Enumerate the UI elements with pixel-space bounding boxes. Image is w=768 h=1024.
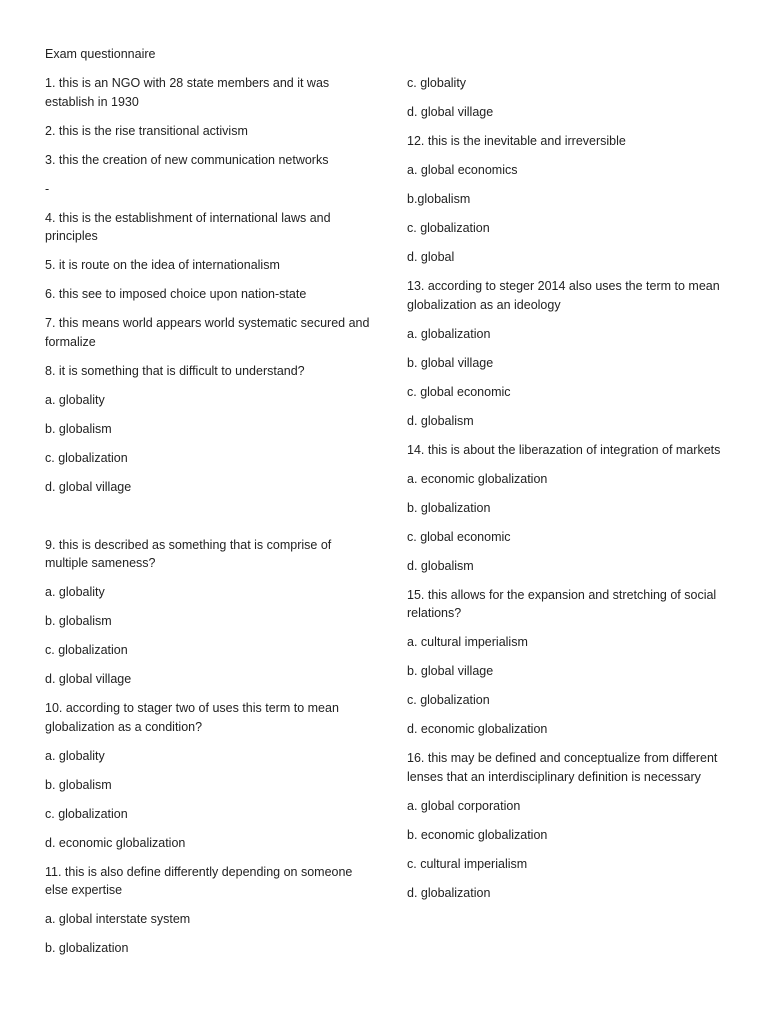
left-column — [45, 45, 370, 968]
q15-option-d: d. economic globalization — [407, 722, 548, 736]
q9-option-b: b. globalism — [45, 614, 112, 628]
question-5: 5. it is route on the idea of internationalism — [45, 258, 280, 272]
q15-option-b: b. global village — [407, 664, 494, 678]
q8-option-a: a. globality — [45, 392, 105, 407]
q11-option-c: c. globality — [407, 76, 467, 90]
q13-option-a: a. globalization — [407, 326, 491, 341]
q8-option-d: d. global village — [45, 479, 132, 494]
q12-option-c: c. globalization — [407, 221, 490, 235]
q15-option-a: a. cultural imperialism — [407, 635, 528, 649]
q16-option-a: a. global corporation — [407, 798, 521, 813]
q11-option-b: b. globalization — [45, 941, 129, 955]
q13-option-c: c. global economic — [407, 384, 511, 399]
right-column — [407, 74, 725, 913]
q16-option-b: b. economic globalization — [407, 827, 548, 842]
q10-option-a: a. globality — [45, 748, 105, 763]
q14-option-c: c. global economic — [407, 529, 511, 544]
question-14: 14. this is about the liberazation of integration of markets — [407, 442, 721, 457]
question-16: 16. this may be defined and conceptualize from different lenses that an interdisciplinary definition is necessary — [407, 751, 718, 784]
q9-option-d: d. global village — [45, 672, 132, 686]
q10-option-b: b. globalism — [45, 777, 112, 792]
question-9: 9. this is described as something that is comprise of multiple sameness? — [45, 537, 332, 570]
q8-option-c: c. globalization — [45, 450, 128, 465]
question-6: 6. this see to imposed choice upon nation-state — [45, 287, 307, 301]
question-12: 12. this is the inevitable and irreversible — [407, 134, 626, 148]
question-3: 3. this the creation of new communication networks — [45, 152, 329, 167]
document-title: Exam questionnaire — [45, 47, 156, 61]
question-1: 1. this is an NGO with 28 state members and it was establish in 1930 — [45, 76, 330, 109]
question-7: 7. this means world appears world systematic secured and formalize — [45, 316, 370, 349]
q14-option-a: a. economic globalization — [407, 471, 548, 486]
q13-option-b: b. global village — [407, 355, 494, 370]
q16-option-c: c. cultural imperialism — [407, 856, 528, 871]
q10-option-c: c. globalization — [45, 806, 128, 821]
question-11: 11. this is also define differently depending on someone else expertise — [45, 864, 353, 897]
blank-gap — [45, 507, 370, 536]
q12-option-b: b.globalism — [407, 192, 471, 206]
q16-option-d: d. globalization — [407, 885, 491, 900]
q11-option-a: a. global interstate system — [45, 912, 191, 926]
question-10: 10. according to stager two of uses this term to mean globalization as a condition? — [45, 701, 339, 734]
q11-option-d: d. global village — [407, 105, 494, 119]
question-2: 2. this is the rise transitional activism — [45, 123, 248, 138]
question-15: 15. this allows for the expansion and stretching of social relations? — [407, 587, 717, 620]
q9-option-c: c. globalization — [45, 643, 128, 657]
question-13: 13. according to steger 2014 also uses the term to mean globalization as an ideology — [407, 279, 720, 312]
q12-option-d: d. global — [407, 250, 455, 264]
q8-option-b: b. globalism — [45, 421, 112, 436]
q13-option-d: d. globalism — [407, 413, 474, 428]
q12-option-a: a. global economics — [407, 163, 518, 177]
q10-option-d: d. economic globalization — [45, 835, 186, 850]
question-8: 8. it is something that is difficult to understand? — [45, 363, 305, 378]
question-4: 4. this is the establishment of international laws and principles — [45, 210, 331, 243]
q14-option-d: d. globalism — [407, 558, 474, 573]
q9-option-a: a. globality — [45, 585, 105, 599]
dash-line: - — [45, 181, 50, 196]
q14-option-b: b. globalization — [407, 500, 491, 515]
q15-option-c: c. globalization — [407, 693, 490, 707]
